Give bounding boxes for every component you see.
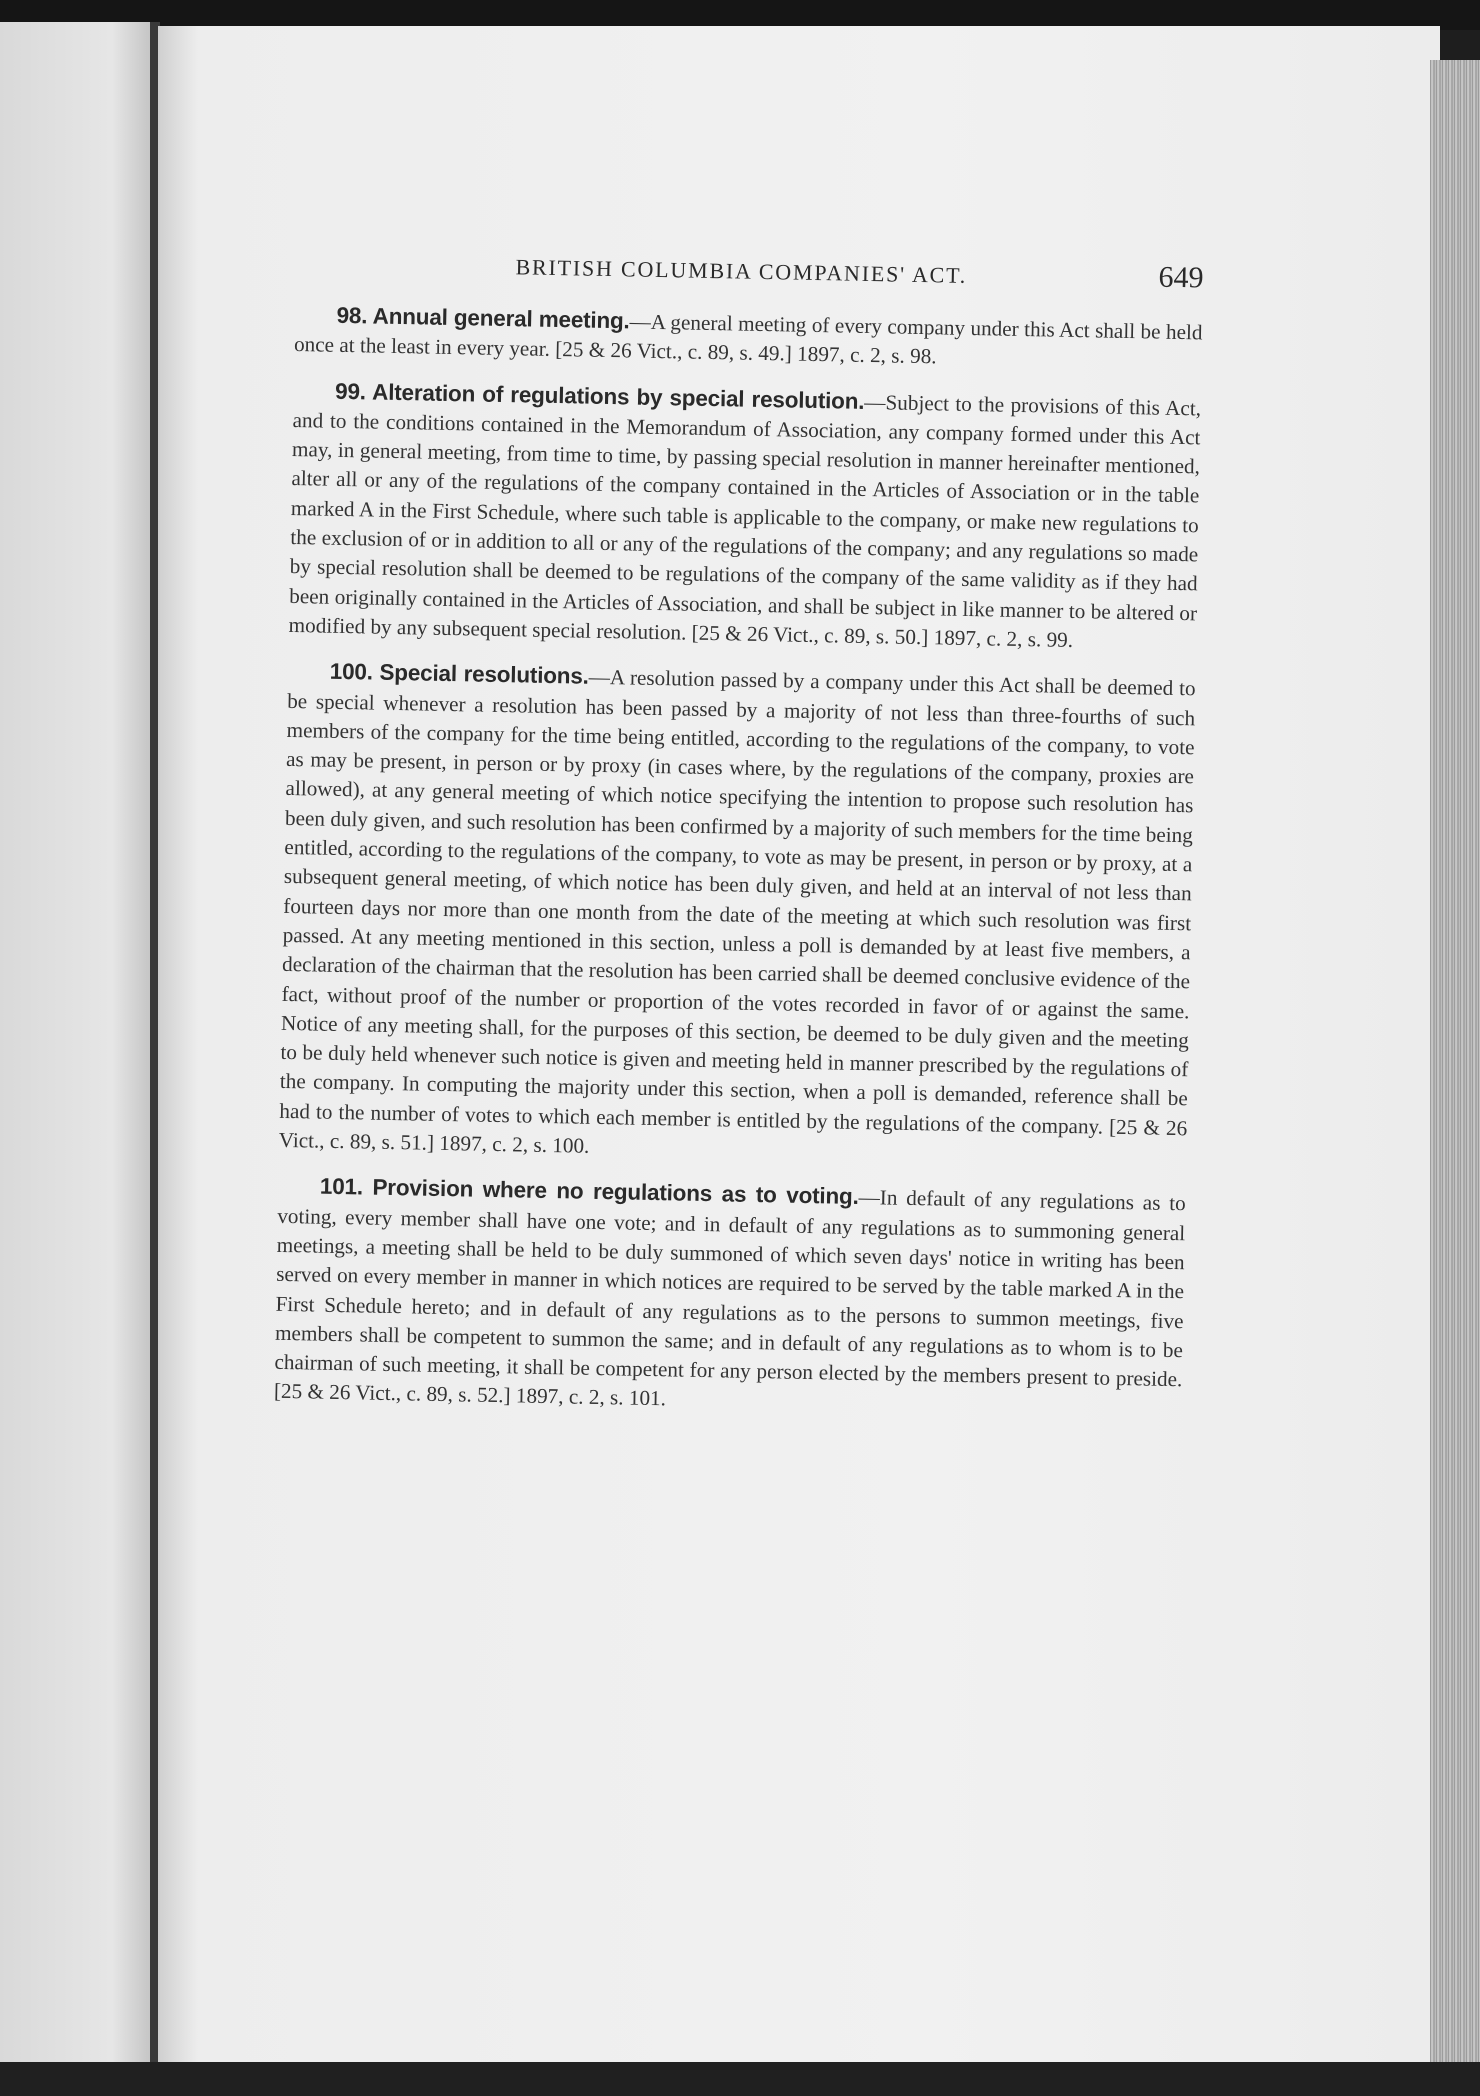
scan-bottom-edge (0, 2062, 1480, 2096)
section-heading: 98. Annual general meeting. (336, 302, 630, 334)
section-body: —Subject to the provisions of this Act, and to the conditions contained in the Memorandum of Association, any company formed under this Act may, in general meeting, from time to time, by passing special resolution in manner hereinafter mentioned, alter all or any of the regulations of the company contained in the Articles of Association or in the table marked A in the First Schedule, where such table is applicable to the company, or make new regulations to the exclusion of or in addition to all or any of the regulations of the company; and any regulations so made by special resolution shall be deemed to be regulations of the company of the same validity as if they had been originally contained in the Articles of Association, and shall be subject in like manner to be altered or modified by any subsequent special resolution. [25 & 26 Vict., c. 89, s. 50.] 1897, c. 2, s. 99. (288, 389, 1202, 652)
page-text-block (273, 244, 1203, 1440)
facing-page-left (0, 22, 160, 2096)
section-heading: 100. Special resolutions. (329, 658, 589, 689)
section-100 (279, 656, 1196, 1172)
section-101 (274, 1171, 1186, 1424)
section-body: —A general meeting of every company under this Act shall be held once at the least in every year. [25 & 26 Vict., c. 89, s. 49.] 1897, c. 2, s. 98. (293, 309, 1203, 369)
page-number: 649 (1158, 260, 1204, 295)
section-98 (294, 300, 1203, 377)
running-title: BRITISH COLUMBIA COMPANIES' ACT. (515, 254, 968, 288)
page-edges-right (1430, 60, 1480, 2096)
section-heading: 101. Provision where no regulations as to voting. (319, 1173, 859, 1210)
section-heading: 99. Alteration of regulations by special resolution. (334, 378, 865, 414)
section-99 (288, 376, 1201, 658)
section-body: —A resolution passed by a company under this Act shall be deemed to be special whenever a resolution has been passed by a majority of not less than three-fourths of such members of the company for the time being entitled, according to the regulations of the company, to vote as may be present, in person or by proxy (in cases where, by the regulations of the company, proxies are allowed), at any general meeting of which notice specifying the intention to propose such resolution has been duly given, and such resolution has been confirmed by a majority of such members for the time being entitled, according to the regulations of the company, to vote as may be present, in person or by proxy, at a subsequent general meeting, of which notice has been duly given, and held at an interval of not less than fourteen days nor more than one month from the date of the meeting at which such resolution was first passed. At any meeting mentioned in this section, unless a poll is demanded by at least five members, a declaration of the chairman that the resolution has been carried shall be deemed conclusive evidence of the fact, without proof of the number or proportion of the votes recorded in favor of or against the same. Notice of any meeting shall, for the purposes of this section, be deemed to be duly given and the meeting to be duly held whenever such notice is given and meeting held in manner prescribed by the regulations of the company. In computing the majority under this section, when a poll is demanded, reference shall be had to the number of votes to which each member is entitled by the regulations of the company. [25 & 26 Vict., c. 89, s. 51.] 1897, c. 2, s. 100. (278, 664, 1196, 1158)
section-body: —In default of any regulations as to voting, every member shall have one vote; and in default of any regulations as to summoning general meetings, a meeting shall be held to be duly summoned of which seven days' notice in writing has been served on every member in manner in which notices are required to be served by the table marked A in the First Schedule hereto; and in default of any regulations as to the persons to summon meetings, five members shall be competent to summon the same; and in default of any regulations as to whom is to be chairman of such meeting, it shall be competent for any person elected by the members present to preside. [25 & 26 Vict., c. 89, s. 52.] 1897, c. 2, s. 101. (273, 1185, 1186, 1411)
